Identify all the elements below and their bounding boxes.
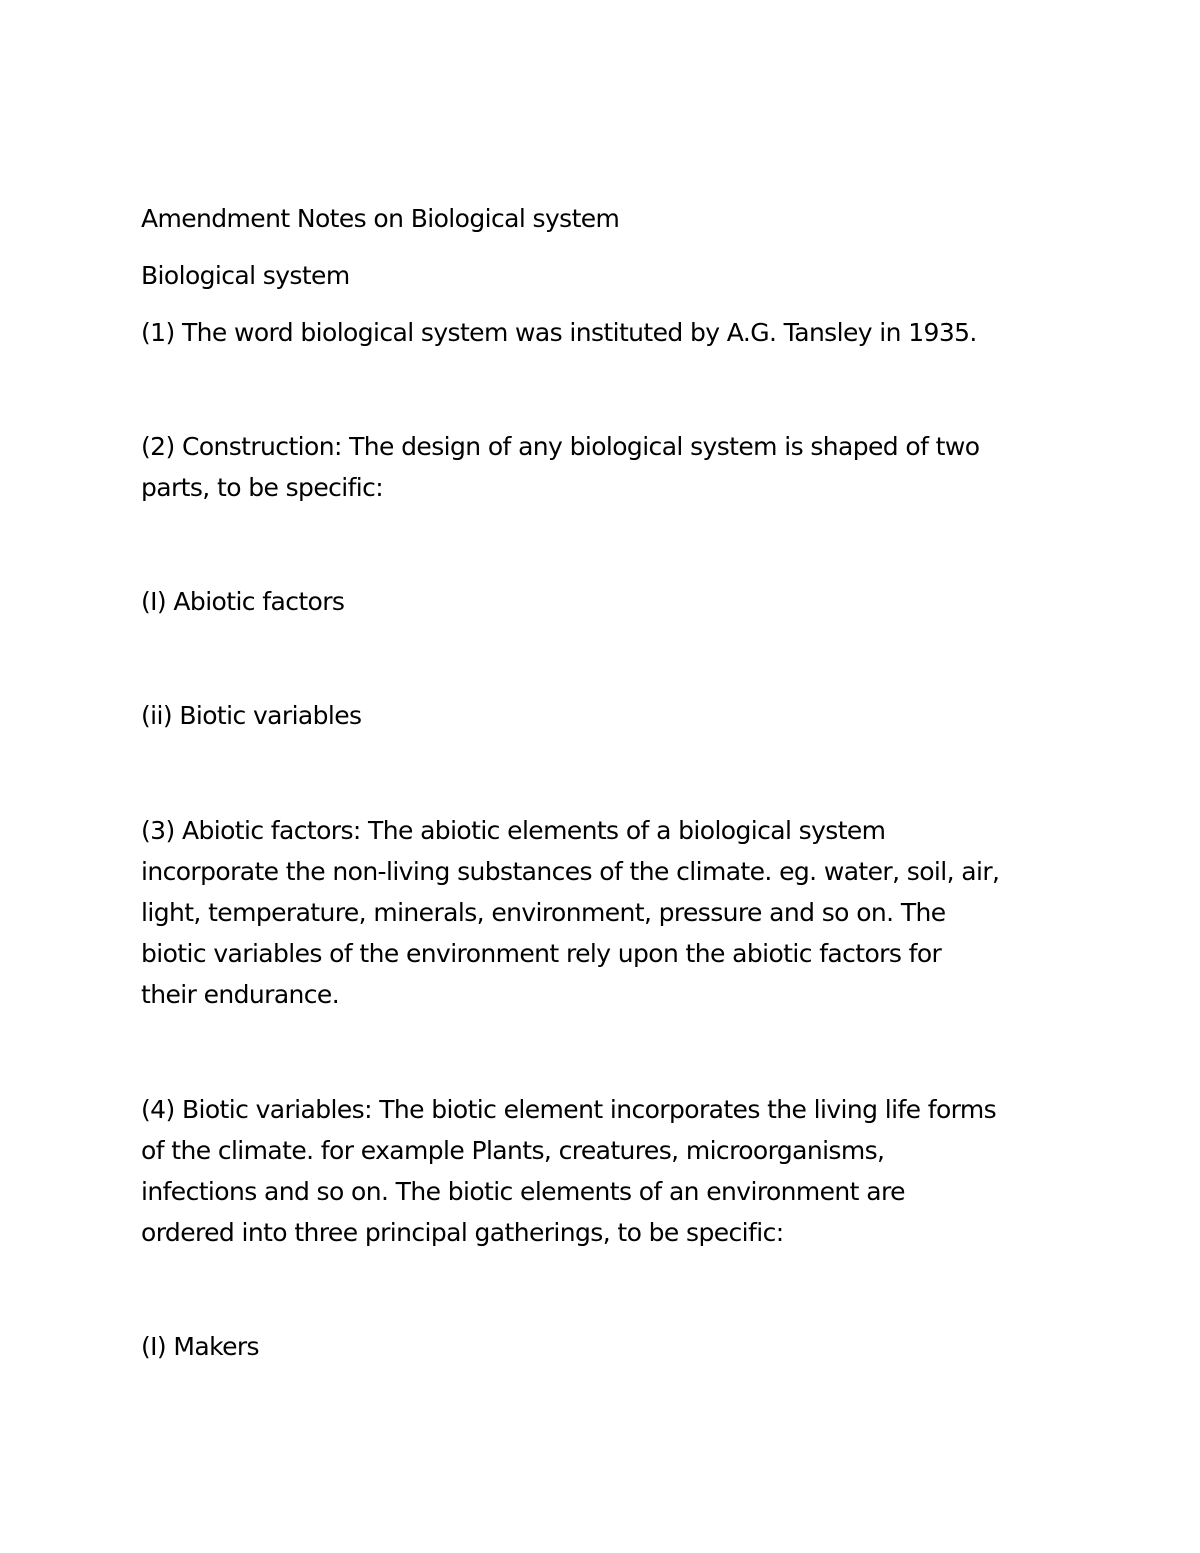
list-item-biotic: (ii) Biotic variables [141,701,362,730]
paragraph-4-line: of the climate. for example Plants, creatures, microorganisms, [141,1136,885,1165]
paragraph-2-line: parts, to be specific: [141,473,384,502]
list-item-abiotic: (I) Abiotic factors [141,587,345,616]
paragraph-1: (1) The word biological system was instituted by A.G. Tansley in 1935. [141,318,977,347]
paragraph-4-line: infections and so on. The biotic elements of an environment are [141,1177,905,1206]
paragraph-4-line: ordered into three principal gatherings, to be specific: [141,1218,784,1247]
paragraph-3-line: biotic variables of the environment rely upon the abiotic factors for [141,939,942,968]
paragraph-3-line: (3) Abiotic factors: The abiotic elements of a biological system [141,816,886,845]
list-item-makers: (I) Makers [141,1332,259,1361]
document-title: Amendment Notes on Biological system [141,204,620,233]
paragraph-3-line: incorporate the non-living substances of the climate. eg. water, soil, air, [141,857,1000,886]
paragraph-4-line: (4) Biotic variables: The biotic element incorporates the living life forms [141,1095,997,1124]
section-heading: Biological system [141,261,350,290]
paragraph-3-line: their endurance. [141,980,340,1009]
paragraph-3-line: light, temperature, minerals, environment, pressure and so on. The [141,898,946,927]
paragraph-2-line: (2) Construction: The design of any biological system is shaped of two [141,432,980,461]
